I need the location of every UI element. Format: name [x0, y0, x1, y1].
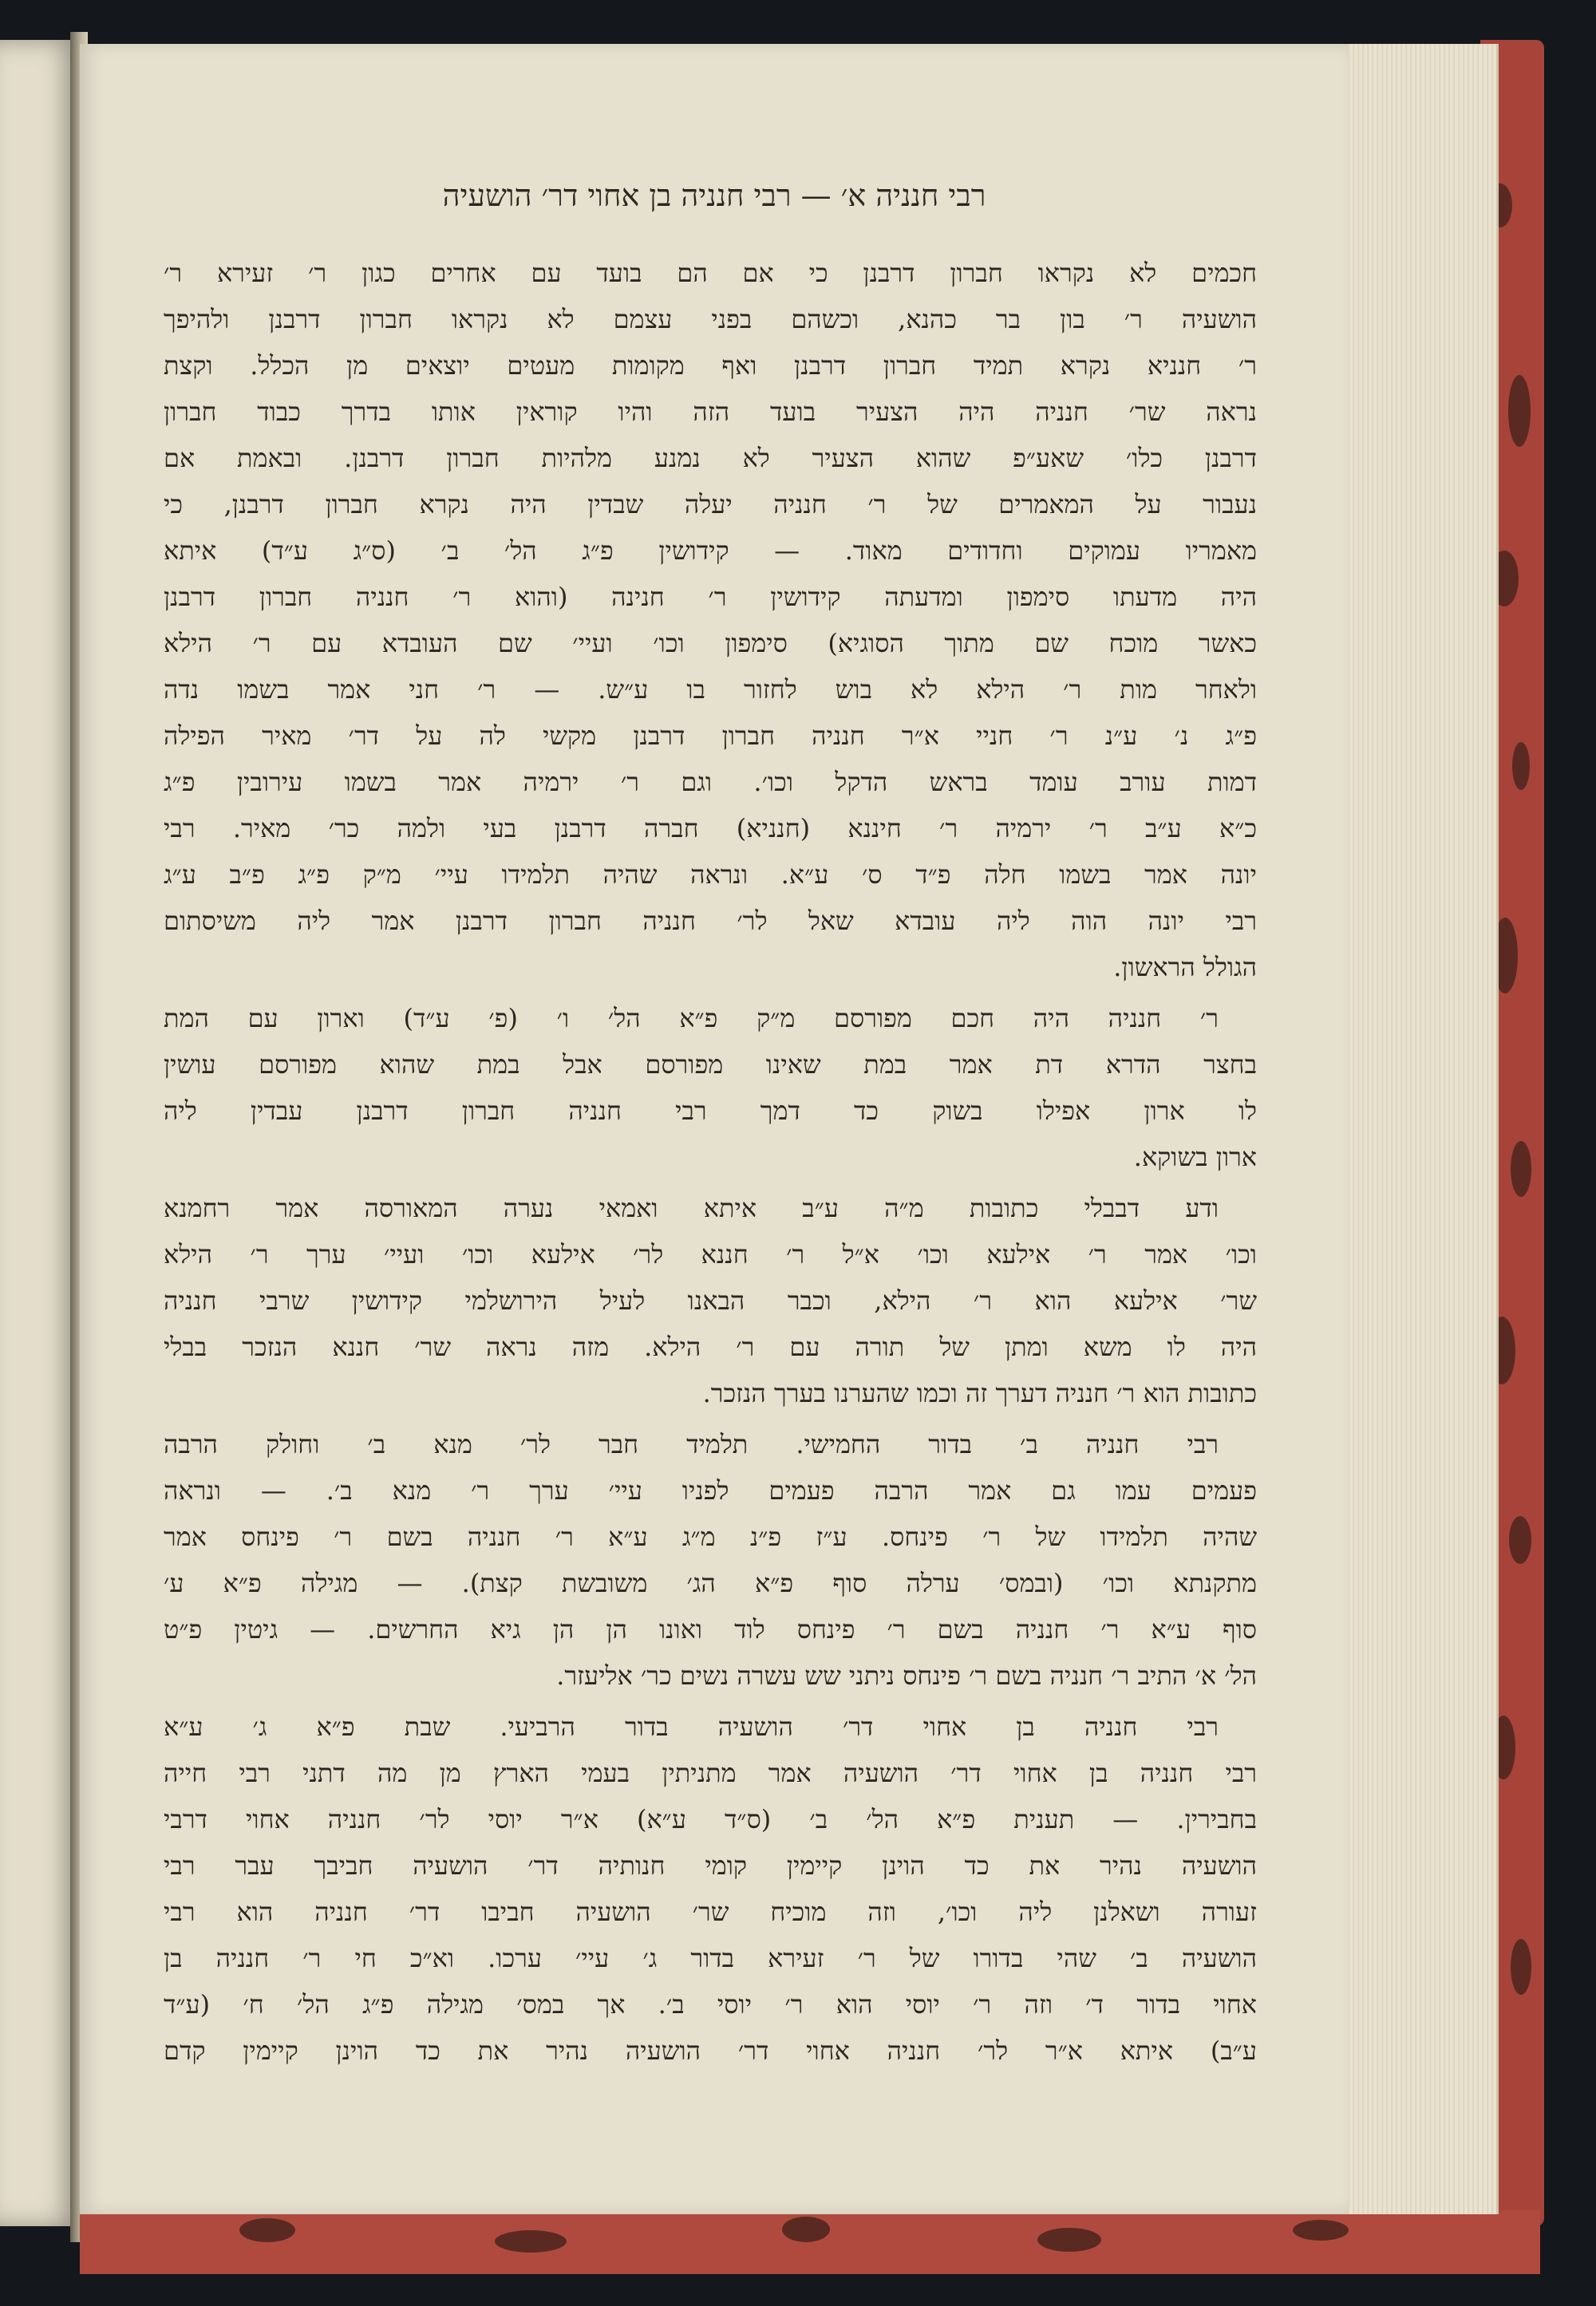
text-line: בחצר הדרא דת אמר במת שאינו מפורסם אבל במת שהוא מפורסם עושין	[164, 1049, 1257, 1080]
cover-speckle	[1512, 742, 1530, 790]
text-line: לו ארון אפילו בשוק כד דמך רבי חנניה חברון דרבנן עבדין ליה	[164, 1096, 1257, 1126]
text-line: הל׳ א׳ התיב ר׳ חנניה בשם ר׳ פינחס ניתני שש עשרה נשים כר׳ אליעזר.	[556, 1660, 1257, 1691]
text-line: מתקנתא וכו׳ (ובמס׳ ערלה סוף פ״א הג׳ משובשת קצת). — מגילה פ״א ע׳	[164, 1568, 1257, 1598]
text-line: ע״ב) איתא א״ר לר׳ חנניה אחוי דר׳ הושעיה נהיר את כד הוינן קיימין קדם	[164, 2036, 1257, 2066]
text-line: כאשר מוכח שם מתוך הסוגיא) סימפון וכו׳ ועיי׳ שם העובדא עם ר׳ הילא	[164, 628, 1257, 658]
text-line: היה מדעתו סימפון ומדעתה קידושין ר׳ חנינה (והוא ר׳ חנניה חברון דרבנן	[164, 582, 1257, 612]
cover-speckle	[1509, 1516, 1531, 1564]
text-line: מאמריו עמוקים וחדודים מאוד. — קידושין פ״ג הל׳ ב׳ (ס״ג ע״ד) איתא	[164, 535, 1257, 566]
page-block-edges	[1341, 44, 1499, 2214]
cover-speckle	[782, 2217, 830, 2242]
text-line: פ״ג נ׳ ע״נ ר׳ חניי א״ר חנניה חברון דרבנן מקשי לה על דר׳ מאיר הפילה	[164, 721, 1257, 751]
text-line: כתובות הוא ר׳ חנניה דערך זה וכמו שהערנו בערך הנזכר.	[702, 1378, 1257, 1408]
text-line: כ״א ע״ב ר׳ ירמיה ר׳ חיננא (חנניא) חברה דרבנן בעי ולמה כר׳ מאיר. רבי	[164, 813, 1257, 843]
text-line: פעמים עמו גם אמר הרבה פעמים לפניו עיי׳ ערך ר׳ מנא ב׳. — ונראה	[164, 1475, 1257, 1506]
cover-speckle	[1293, 2220, 1349, 2241]
text-line: וכו׳ אמר ר׳ אילעא וכו׳ א״ל ר׳ חננא לר׳ אילעא וכו׳ ועיי׳ ערך ר׳ הילא	[164, 1239, 1257, 1269]
text-line: ר׳ חנניה היה חכם מפורסם מ״ק פ״א הל׳ ו׳ (פ׳ ע״ד) וארון עם המת	[164, 1003, 1219, 1033]
left-page-edge	[0, 40, 80, 2226]
text-line: חכמים לא נקראו חברון דרבנן כי אם הם בועד עם אחרים כגון ר׳ זעירא ר׳	[164, 258, 1257, 288]
text-line: רבי חנניה בן אחוי דר׳ הושעיה בדור הרביעי. שבת פ״א ג׳ ע״א	[164, 1712, 1219, 1742]
text-line: ולאחר מות ר׳ הילא לא בוש לחזור בו ע״ש. — ר׳ חני אמר בשמו נדה	[164, 674, 1257, 705]
cover-speckle	[239, 2218, 295, 2242]
text-line: שהיה תלמידו של ר׳ פינחס. ע״ז פ״נ מ״ג ע״א ר׳ חנניה בשם ר׳ פינחס אמר	[164, 1522, 1257, 1552]
text-line: ר׳ חנניא נקרא תמיד חברון דרבנן ואף מקומות מעטים יוצאים מן הכלל. וקצת	[164, 350, 1257, 381]
cover-speckle	[1511, 1939, 1531, 1995]
book-page	[80, 44, 1349, 2214]
text-line: הגולל הראשון.	[1113, 952, 1257, 982]
text-line: הושעיה נהיר את כד הוינן קיימין קומי חנותיה דר׳ הושעיה חביבך עבר רבי	[164, 1850, 1257, 1881]
text-line: ארון בשוקא.	[1133, 1142, 1257, 1172]
text-line: ודע דבבלי כתובות מ״ה ע״ב איתא ואמאי נערה המאורסה אמר רחמנא	[164, 1193, 1219, 1223]
text-line: דמות עורב עומד בראש הדקל וכו׳. וגם ר׳ ירמיה אמר בשמו עירובין פ״ג	[164, 767, 1257, 797]
text-line: נעבור על המאמרים של ר׳ חנניה יעלה שבדין היה נקרא חברון דרבנן, כי	[164, 489, 1257, 519]
text-line: בחבירין. — תענית פ״א הל׳ ב׳ (ס״ד ע״א) א״ר יוסי לר׳ חנניה אחוי דרבי	[164, 1804, 1257, 1834]
text-line: דרבנן כלו׳ שאע״פ שהוא הצעיר לא נמנע מלהיות חברון דרבנן. ובאמת אם	[164, 443, 1257, 473]
text-line: סוף ע״א ר׳ חנניה בשם ר׳ פינחס לוד ואונו הן הן גיא החרשים. — גיטין פ״ט	[164, 1614, 1257, 1645]
text-line: הושעיה ר׳ בון בר כהנא, וכשהם בפני עצמם לא נקראו חברון דרבנן ולהיפך	[164, 304, 1257, 334]
text-line: היה לו משא ומתן של תורה עם ר׳ הילא. מזה נראה שר׳ חננא הנזכר בבלי	[164, 1332, 1257, 1362]
book-cover-bottom	[80, 2210, 1540, 2274]
page-body-text	[164, 250, 1257, 2074]
text-line: רבי חנניה בן אחוי דר׳ הושעיה אמר מתניתין בעמי הארץ מן מה דתני רבי חייה	[164, 1758, 1257, 1788]
cover-speckle	[495, 2230, 567, 2253]
cover-speckle	[1508, 375, 1531, 447]
text-line: רבי חנניה ב׳ בדור החמישי. תלמיד חבר לר׳ מנא ב׳ וחולק הרבה	[164, 1429, 1219, 1459]
text-line: זעורה ושאלנן ליה וכו׳, וזה מוכיח שר׳ הושעיה חביבו דר׳ חנניה הוא רבי	[164, 1897, 1257, 1927]
text-line: הושעיה ב׳ שהי בדורו של ר׳ זעירא בדור ג׳ עיי׳ ערכו. וא״כ חי ר׳ חנניה בן	[164, 1943, 1257, 1973]
cover-speckle	[1511, 1141, 1531, 1197]
text-line: נראה שר׳ חנניה היה הצעיר בועד הזה והיו קוראין אותו בדרך כבוד חברון	[164, 397, 1257, 427]
text-line: יונה אמר בשמו חלה פ״ד ס׳ ע״א. ונראה שהיה תלמידו עיי׳ מ״ק פ״ג פ״ב ע״ג	[164, 859, 1257, 890]
cover-speckle	[1037, 2228, 1101, 2252]
text-line: רבי יונה הוה ליה עובדא שאל לר׳ חנניה חברון דרבנן אמר ליה משיסתום	[164, 906, 1257, 936]
text-line: שר׳ אילעא הוא ר׳ הילא, וכבר הבאנו לעיל הירושלמי קידושין שרבי חנניה	[164, 1285, 1257, 1316]
text-line: אחוי בדור ד׳ וזה ר׳ יוסי הוא ר׳ יוסי ב׳. אך במס׳ מגילה פ״ג הל׳ ח׳ (ע״ד	[164, 1989, 1257, 2020]
running-header: רבי חנניה א׳ — רבי חנניה בן אחוי דר׳ הושעיה	[442, 178, 986, 213]
